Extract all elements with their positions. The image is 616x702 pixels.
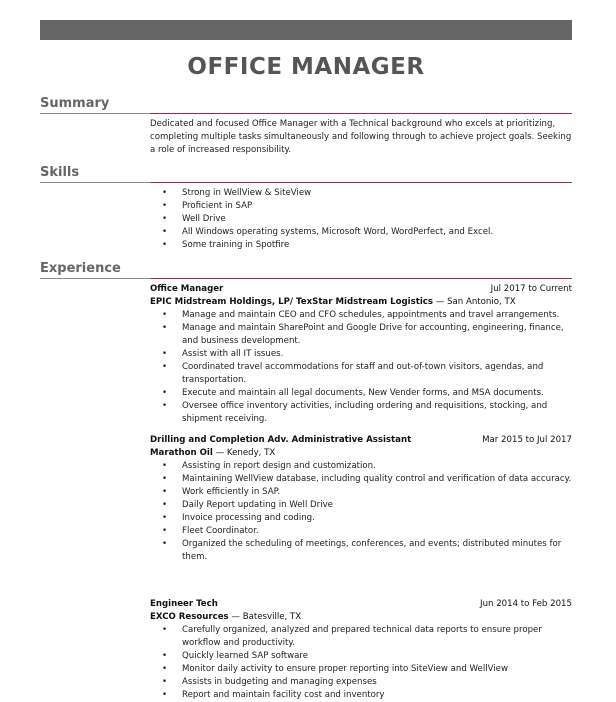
- job-title: Engineer Tech: [150, 599, 218, 609]
- summary-heading: Summary: [40, 96, 110, 111]
- job-dates: Jul 2017 to Current: [490, 284, 572, 294]
- job-bullets: [150, 460, 575, 564]
- skill-item: • Strong in WellView & SiteView: [150, 187, 575, 200]
- job-bullet: • Fleet Coordinator.: [150, 525, 575, 538]
- job-dates: Jun 2014 to Feb 2015: [480, 599, 572, 609]
- skill-item: • Some training in Spotfire: [150, 239, 575, 252]
- job-title: Office Manager: [150, 284, 224, 294]
- job-employer: EXCO Resources — Batesville, TX: [150, 612, 302, 622]
- job-location: Batesville, TX: [242, 612, 302, 622]
- skill-item: • All Windows operating systems, Microsoft Word, WordPerfect, and Excel.: [150, 226, 575, 239]
- job-bullet: • Execute and maintain all legal documents, New Vender forms, and MSA documents.: [150, 387, 575, 400]
- job-bullet: • Report and maintain facility cost and inventory: [150, 689, 575, 702]
- skills-heading: Skills: [40, 165, 80, 180]
- resume-title: OFFICE MANAGER: [187, 54, 425, 80]
- job-header: [150, 434, 572, 447]
- job-bullet: • Manage and maintain SharePoint and Google Drive for accounting, engineering, finance, and business development.: [150, 322, 575, 348]
- job-header: [150, 598, 572, 611]
- job-location: Kenedy, TX: [226, 448, 276, 458]
- summary-text: Dedicated and focused Office Manager with a Technical background who excels at prioritizing, completing multiple tasks simultaneously and following through to achieve project goals. Seeking a role of increased responsibility.: [150, 119, 572, 155]
- job-bullet: • Oversee office inventory activities, including ordering and requisitions, stocking, and shipment receiving.: [150, 400, 575, 426]
- job-bullets: [150, 624, 575, 702]
- experience-divider: [40, 278, 572, 279]
- skills-list: [150, 187, 575, 252]
- job-bullet: • Quickly learned SAP software: [150, 650, 575, 663]
- job-bullet: • Monitor daily activity to ensure proper reporting into SiteView and WellView: [150, 663, 575, 676]
- company-name: Marathon Oil: [150, 448, 213, 458]
- job-title: Drilling and Completion Adv. Administrative Assistant: [150, 435, 412, 445]
- skill-item: • Proficient in SAP: [150, 200, 575, 213]
- job-bullet: • Assist with all IT issues.: [150, 348, 575, 361]
- company-name: EPIC Midstream Holdings, LP/ TexStar Midstream Logistics: [150, 297, 433, 307]
- skill-item: • Well Drive: [150, 213, 575, 226]
- job-bullet: • Carefully organized, analyzed and prepared technical data reports to ensure proper workflow and productivity.: [150, 624, 575, 650]
- job-bullet: • Assisting in report design and customization.: [150, 460, 575, 473]
- job-bullet: • Invoice processing and coding.: [150, 512, 575, 525]
- job-bullets: [150, 309, 575, 426]
- job-bullet: • Coordinated travel accommodations for staff and out-of-town visitors, agendas, and transportation.: [150, 361, 575, 387]
- job-bullet: • Maintaining WellView database, including quality control and verification of data accuracy.: [150, 473, 575, 486]
- job-bullet: • Daily Report updating in Well Drive: [150, 499, 575, 512]
- job-bullet: • Assists in budgeting and managing expenses: [150, 676, 575, 689]
- job-bullet: • Organized the scheduling of meetings, conferences, and events; distributed minutes for them.: [150, 538, 575, 564]
- header-bar: [40, 20, 572, 40]
- job-employer: EPIC Midstream Holdings, LP/ TexStar Midstream Logistics — San Antonio, TX: [150, 297, 516, 307]
- summary-divider: [40, 113, 572, 114]
- job-location: San Antonio, TX: [447, 297, 516, 307]
- job-dates: Mar 2015 to Jul 2017: [482, 435, 572, 445]
- company-name: EXCO Resources: [150, 612, 229, 622]
- skills-divider: [40, 182, 572, 183]
- job-employer: Marathon Oil — Kenedy, TX: [150, 448, 276, 458]
- job-bullet: • Work efficiently in SAP.: [150, 486, 575, 499]
- job-bullet: • Manage and maintain CEO and CFO schedules, appointments and travel arrangements.: [150, 309, 575, 322]
- job-header: [150, 283, 572, 296]
- experience-heading: Experience: [40, 261, 121, 276]
